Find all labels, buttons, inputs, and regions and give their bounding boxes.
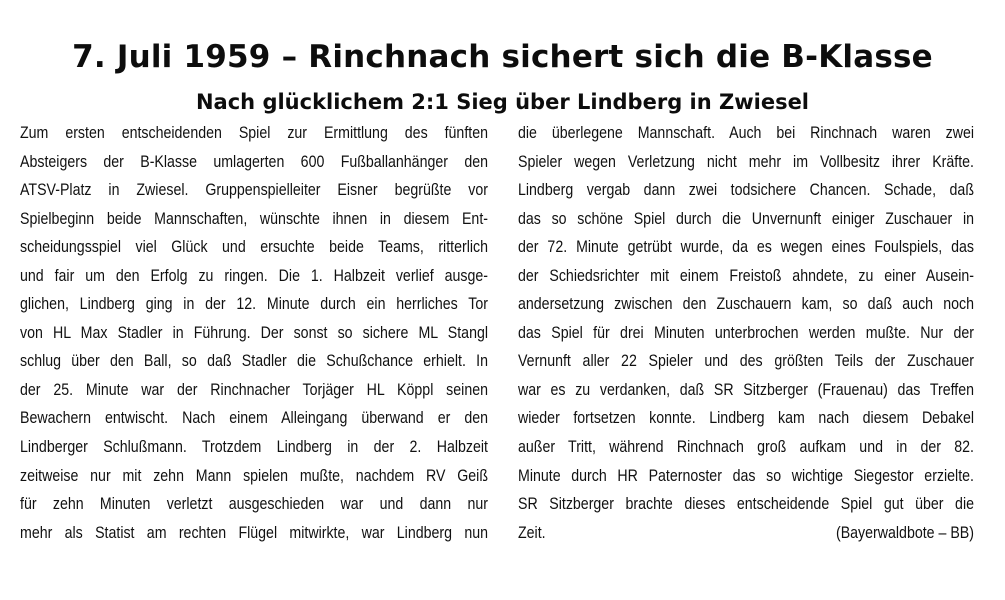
text-line: Lindberg vergab dann zwei todsichere Chancen. Schade, daß bbox=[518, 181, 975, 200]
source-credit: (Bayerwaldbote – BB) bbox=[835, 523, 975, 542]
closing-text: Zeit. bbox=[518, 523, 546, 542]
text-line: glichen, Lindberg ging in der 12. Minute durch ein herrliches Tor bbox=[20, 295, 489, 314]
text-line: außer Tritt, während Rinchnach groß aufkam und in der 82. bbox=[518, 438, 975, 457]
text-line: der 25. Minute war der Rinchnacher Torjäger HL Köppl seinen bbox=[20, 380, 489, 399]
text-line: Spielbeginn beide Mannschaften, wünschte ihnen in diesem Ent- bbox=[20, 209, 489, 228]
text-line: ATSV-Platz in Zwiesel. Gruppenspielleiter Eisner begrüßte vor bbox=[20, 181, 489, 200]
text-line: Spieler wegen Verletzung nicht mehr im Vollbesitz ihrer Kräfte. bbox=[518, 152, 975, 171]
text-line: Lindberger Schlußmann. Trotzdem Lindberg in der 2. Halbzeit bbox=[20, 438, 489, 457]
text-line: und fair um den Erfolg zu ringen. Die 1. Halbzeit verlief ausge- bbox=[20, 266, 489, 285]
text-line: war es zu verdanken, daß SR Sitzberger (Frauenau) das Treffen bbox=[518, 380, 975, 399]
text-line: Zum ersten entscheidenden Spiel zur Ermittlung des fünften bbox=[20, 124, 489, 142]
text-line: scheidungsspiel viel Glück und ersuchte beide Teams, ritterlich bbox=[20, 238, 489, 257]
text-line: Absteigers der B-Klasse umlagerten 600 Fußballanhänger den bbox=[20, 152, 489, 171]
article-column-left bbox=[20, 119, 488, 547]
text-line: Bewachern entwischt. Nach einem Alleingang überwand er den bbox=[20, 409, 489, 428]
headline: 7. Juli 1959 – Rinchnach sichert sich die B-Klasse bbox=[72, 38, 933, 75]
article-column-right bbox=[518, 119, 974, 547]
text-line: wieder fortsetzen konnte. Lindberg kam nach diesem Debakel bbox=[518, 409, 975, 428]
text-line: das Spiel für drei Minuten unterbrochen werden mußte. Nur der bbox=[518, 323, 975, 342]
text-line: andersetzung zwischen den Zuschauern kam, so daß auch noch bbox=[518, 295, 975, 314]
text-line: der 72. Minute getrübt wurde, da es wegen eines Foulspiels, das bbox=[518, 238, 975, 257]
text-line: der Schiedsrichter mit einem Freistoß ahndete, zu einer Ausein- bbox=[518, 266, 975, 285]
text-line: von HL Max Stadler in Führung. Der sonst so sichere ML Stangl bbox=[20, 323, 489, 342]
closing-line bbox=[518, 519, 974, 548]
text-line: Minute durch HR Paternoster das so wichtige Siegestor erzielte. bbox=[518, 466, 975, 485]
text-line: SR Sitzberger brachte dieses entscheidende Spiel gut über die bbox=[518, 495, 975, 514]
subheadline: Nach glücklichem 2:1 Sieg über Lindberg in Zwiesel bbox=[195, 90, 810, 115]
text-line: schlug über den Ball, so daß Stadler die Schußchance erhielt. In bbox=[20, 352, 489, 371]
text-line: die überlegene Mannschaft. Auch bei Rinchnach waren zwei bbox=[518, 124, 975, 142]
text-line: mehr als Statist am rechten Flügel mitwirkte, war Lindberg nun bbox=[20, 523, 489, 542]
text-line: für zehn Minuten verletzt ausgeschieden war und dann nur bbox=[20, 495, 489, 514]
text-line: zeitweise nur mit zehn Mann spielen mußte, nachdem RV Geiß bbox=[20, 466, 489, 485]
text-line: Vernunft aller 22 Spieler und des größten Teils der Zuschauer bbox=[518, 352, 975, 371]
text-line: das so schöne Spiel durch die Unvernunft einiger Zuschauer in bbox=[518, 209, 975, 228]
